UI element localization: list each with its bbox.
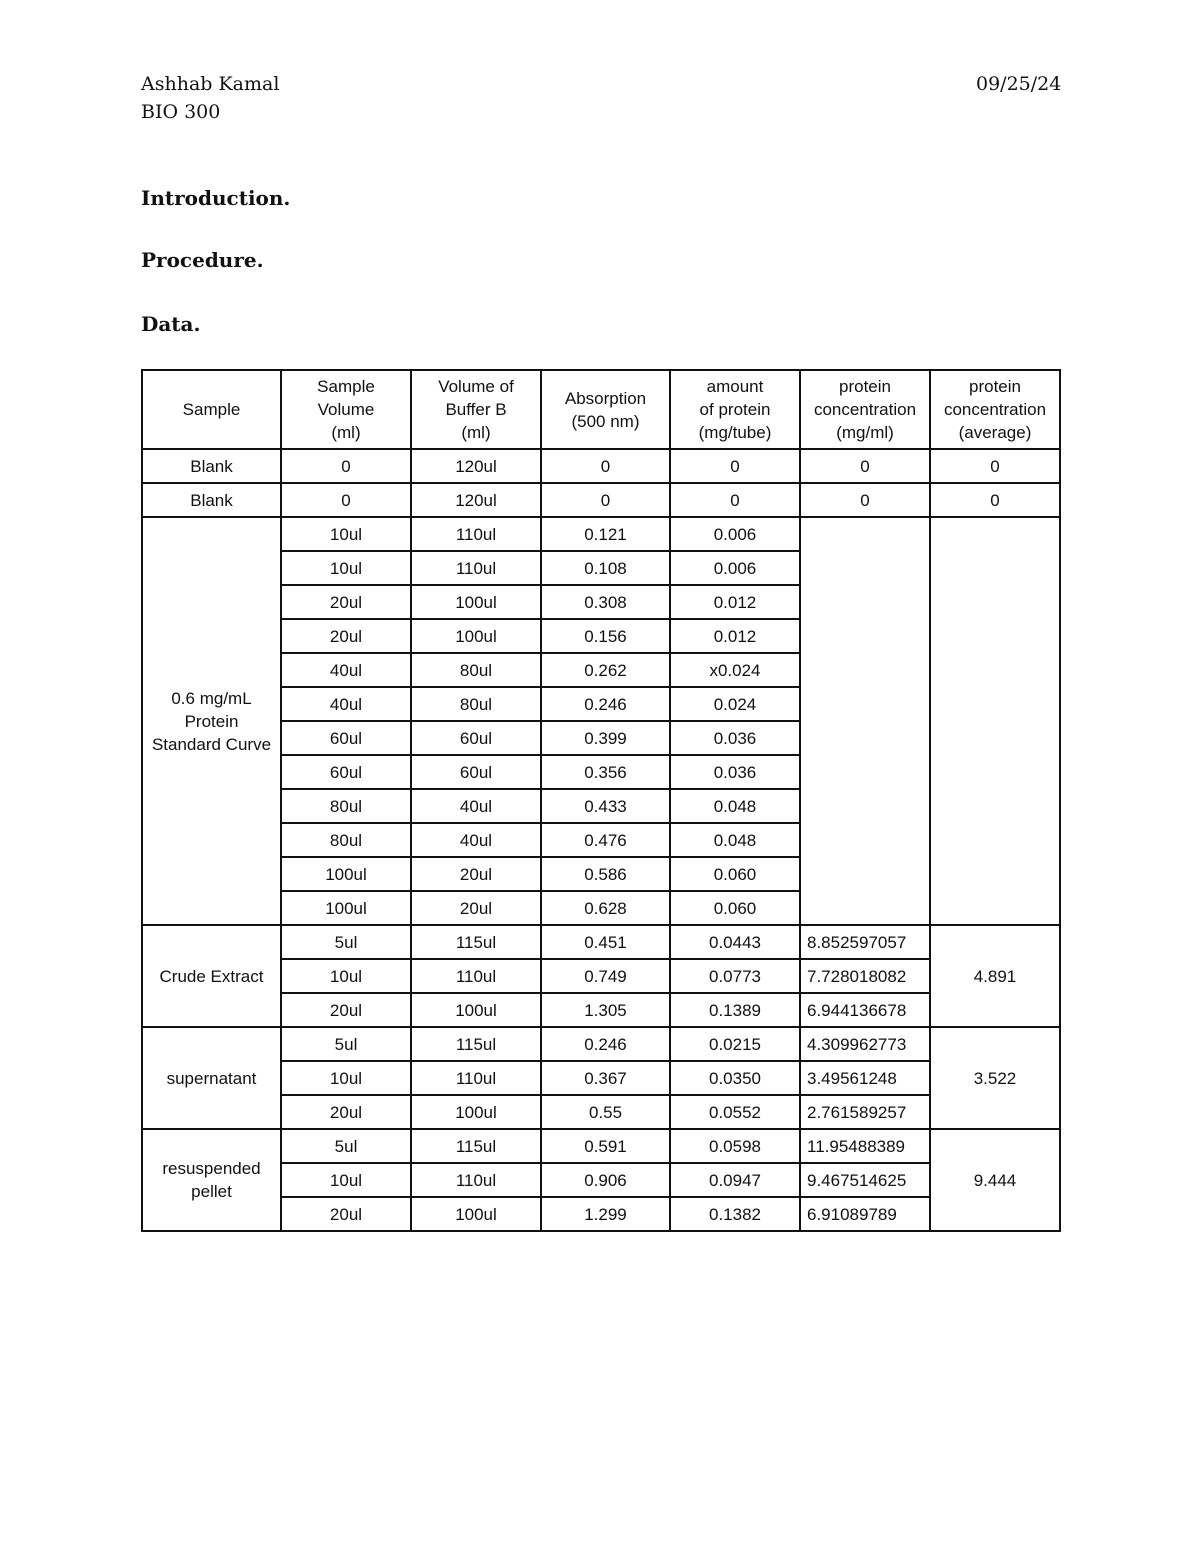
table-cell: 0.433 <box>541 789 670 823</box>
table-cell: 40ul <box>411 789 541 823</box>
table-cell: 0.0947 <box>670 1163 800 1197</box>
table-cell: 120ul <box>411 449 541 483</box>
table-cell: 20ul <box>281 585 411 619</box>
table-cell: 0.476 <box>541 823 670 857</box>
table-cell: 20ul <box>281 619 411 653</box>
table-cell: 110ul <box>411 517 541 551</box>
table-cell: 0.55 <box>541 1095 670 1129</box>
table-cell: 1.305 <box>541 993 670 1027</box>
table-cell: 0 <box>541 449 670 483</box>
table-cell: x0.024 <box>670 653 800 687</box>
table-cell: 10ul <box>281 959 411 993</box>
table-cell: 80ul <box>411 687 541 721</box>
table-cell: 0.308 <box>541 585 670 619</box>
average-cell: 4.891 <box>930 925 1060 1027</box>
table-cell: 100ul <box>411 585 541 619</box>
table-row <box>142 449 1060 483</box>
table-cell: 115ul <box>411 925 541 959</box>
table-cell: 20ul <box>411 891 541 925</box>
table-cell: 100ul <box>281 857 411 891</box>
table-cell: 0.591 <box>541 1129 670 1163</box>
table-cell: 0.036 <box>670 755 800 789</box>
table-cell: 0.367 <box>541 1061 670 1095</box>
table-cell: 0 <box>670 449 800 483</box>
table-cell: 5ul <box>281 1027 411 1061</box>
table-cell: 0.0215 <box>670 1027 800 1061</box>
concentration-cell: 4.309962773 <box>800 1027 930 1061</box>
table-cell: 60ul <box>281 755 411 789</box>
table-cell: 0.0552 <box>670 1095 800 1129</box>
table-cell: 0 <box>930 483 1060 517</box>
table-cell: 0.246 <box>541 687 670 721</box>
table-cell: 0.262 <box>541 653 670 687</box>
table-cell: 0.586 <box>541 857 670 891</box>
table-cell: 0.036 <box>670 721 800 755</box>
table-cell: 0.451 <box>541 925 670 959</box>
average-cell: 3.522 <box>930 1027 1060 1129</box>
header-cell: protein concentration (average) <box>930 370 1060 449</box>
table-cell: 60ul <box>411 721 541 755</box>
table-cell: 100ul <box>411 1095 541 1129</box>
table-cell: 0 <box>281 483 411 517</box>
table-cell: 0 <box>541 483 670 517</box>
table-cell: 10ul <box>281 551 411 585</box>
table-cell: 0 <box>930 449 1060 483</box>
table-row <box>142 517 1060 551</box>
empty-cell <box>800 517 930 925</box>
table-cell: 40ul <box>281 653 411 687</box>
table-cell: 0.1382 <box>670 1197 800 1231</box>
table-cell: 0.012 <box>670 619 800 653</box>
table-cell: 0.749 <box>541 959 670 993</box>
table-cell: 0.0773 <box>670 959 800 993</box>
header-cell: protein concentration (mg/ml) <box>800 370 930 449</box>
table-cell: 100ul <box>411 993 541 1027</box>
table-cell: 5ul <box>281 925 411 959</box>
concentration-cell: 9.467514625 <box>800 1163 930 1197</box>
table-row <box>142 925 1060 959</box>
table-cell: 20ul <box>281 1095 411 1129</box>
table-cell: 0.048 <box>670 823 800 857</box>
document-date: 09/25/24 <box>976 73 1062 95</box>
table-cell: 0.0443 <box>670 925 800 959</box>
header-cell: Sample Volume (ml) <box>281 370 411 449</box>
table-cell: 100ul <box>411 1197 541 1231</box>
concentration-cell: 3.49561248 <box>800 1061 930 1095</box>
table-cell: 0.108 <box>541 551 670 585</box>
table-cell: 0.246 <box>541 1027 670 1061</box>
header-cell: amount of protein (mg/tube) <box>670 370 800 449</box>
table-cell: 110ul <box>411 551 541 585</box>
table-cell: 110ul <box>411 959 541 993</box>
course-code: BIO 300 <box>141 101 221 123</box>
table-cell: 0.121 <box>541 517 670 551</box>
concentration-cell: 7.728018082 <box>800 959 930 993</box>
table-cell: 120ul <box>411 483 541 517</box>
table-cell: 20ul <box>411 857 541 891</box>
table-row <box>142 1129 1060 1163</box>
table-cell: 10ul <box>281 1163 411 1197</box>
table-cell: 0.060 <box>670 891 800 925</box>
concentration-cell: 11.95488389 <box>800 1129 930 1163</box>
table-cell: 60ul <box>281 721 411 755</box>
sample-label: Blank <box>142 449 281 483</box>
table-cell: 100ul <box>411 619 541 653</box>
table-cell: 0.060 <box>670 857 800 891</box>
sample-label: Blank <box>142 483 281 517</box>
table-cell: 20ul <box>281 1197 411 1231</box>
table-cell: 80ul <box>411 653 541 687</box>
table-cell: 0 <box>800 449 930 483</box>
procedure-heading: Procedure. <box>141 248 264 272</box>
table-cell: 5ul <box>281 1129 411 1163</box>
table-cell: 110ul <box>411 1163 541 1197</box>
table-cell: 0.048 <box>670 789 800 823</box>
table-row <box>142 483 1060 517</box>
header-cell: Absorption (500 nm) <box>541 370 670 449</box>
concentration-cell: 8.852597057 <box>800 925 930 959</box>
average-cell: 9.444 <box>930 1129 1060 1231</box>
header-cell: Volume of Buffer B (ml) <box>411 370 541 449</box>
table-cell: 60ul <box>411 755 541 789</box>
table-cell: 0.156 <box>541 619 670 653</box>
concentration-cell: 6.944136678 <box>800 993 930 1027</box>
data-heading: Data. <box>141 312 201 336</box>
sample-label: supernatant <box>142 1027 281 1129</box>
table-cell: 100ul <box>281 891 411 925</box>
author-name: Ashhab Kamal <box>141 73 280 95</box>
table-header-row <box>142 370 1060 449</box>
table-cell: 0 <box>281 449 411 483</box>
table-cell: 1.299 <box>541 1197 670 1231</box>
table-cell: 0 <box>800 483 930 517</box>
table-cell: 0.399 <box>541 721 670 755</box>
table-cell: 80ul <box>281 823 411 857</box>
sample-label: 0.6 mg/mL Protein Standard Curve <box>142 517 281 925</box>
table-cell: 80ul <box>281 789 411 823</box>
sample-label: resuspended pellet <box>142 1129 281 1231</box>
sample-label: Crude Extract <box>142 925 281 1027</box>
protein-data-table <box>141 369 1061 1232</box>
table-row <box>142 1027 1060 1061</box>
table-cell: 0.906 <box>541 1163 670 1197</box>
table-cell: 0.628 <box>541 891 670 925</box>
empty-cell <box>930 517 1060 925</box>
table-cell: 40ul <box>411 823 541 857</box>
table-cell: 0.356 <box>541 755 670 789</box>
concentration-cell: 2.761589257 <box>800 1095 930 1129</box>
table-cell: 0.006 <box>670 551 800 585</box>
table-cell: 10ul <box>281 1061 411 1095</box>
introduction-heading: Introduction. <box>141 186 291 210</box>
table-cell: 20ul <box>281 993 411 1027</box>
table-cell: 115ul <box>411 1027 541 1061</box>
table-cell: 10ul <box>281 517 411 551</box>
header-cell: Sample <box>142 370 281 449</box>
table-cell: 0.1389 <box>670 993 800 1027</box>
table-cell: 40ul <box>281 687 411 721</box>
table-cell: 0.0350 <box>670 1061 800 1095</box>
concentration-cell: 6.91089789 <box>800 1197 930 1231</box>
table-cell: 0.0598 <box>670 1129 800 1163</box>
table-cell: 110ul <box>411 1061 541 1095</box>
table-cell: 0 <box>670 483 800 517</box>
table-cell: 115ul <box>411 1129 541 1163</box>
table-cell: 0.006 <box>670 517 800 551</box>
table-cell: 0.012 <box>670 585 800 619</box>
table-cell: 0.024 <box>670 687 800 721</box>
